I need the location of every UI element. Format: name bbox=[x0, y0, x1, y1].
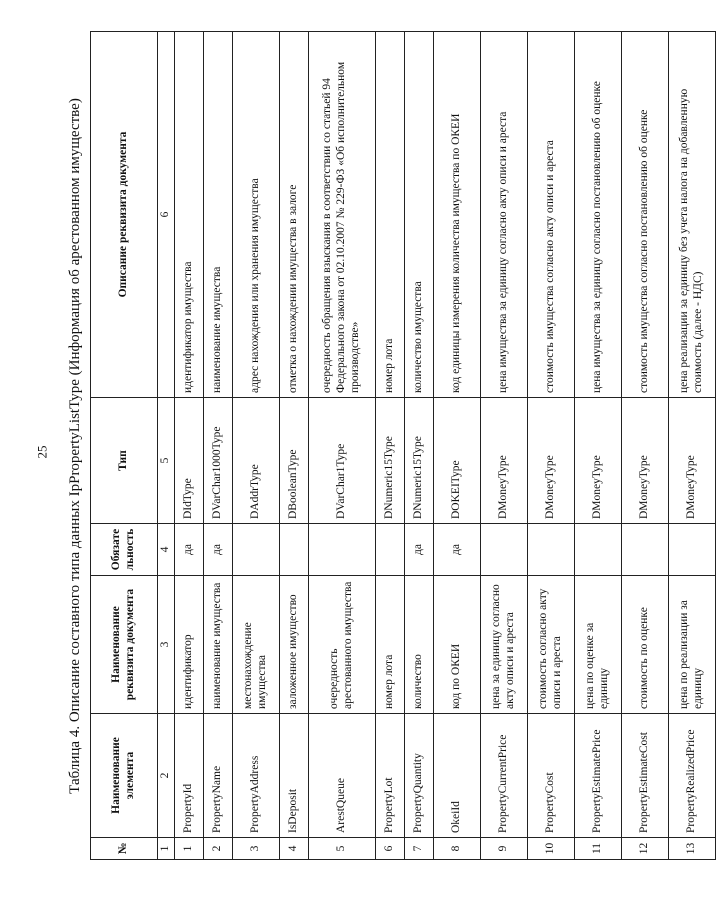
type-cell: DMoneyType bbox=[622, 398, 669, 524]
description-cell: номер лота bbox=[376, 32, 405, 398]
description-cell: стоимость имущества согласно акту описи и ареста bbox=[528, 32, 575, 398]
description-cell: цена имущества за единицу согласно постановлению об оценке bbox=[575, 32, 622, 398]
header-required: Обязательность bbox=[91, 524, 158, 576]
row-number-cell: 8 bbox=[434, 838, 481, 860]
type-cell: DBooleanType bbox=[280, 398, 309, 524]
column-number: 1 bbox=[158, 838, 175, 860]
column-number: 2 bbox=[158, 714, 175, 838]
requisite-name-cell: идентификатор bbox=[175, 576, 204, 714]
type-cell: DMoneyType bbox=[669, 398, 716, 524]
table-row bbox=[280, 32, 309, 860]
row-number-cell: 13 bbox=[669, 838, 716, 860]
row-number-cell: 11 bbox=[575, 838, 622, 860]
row-number-cell: 6 bbox=[376, 838, 405, 860]
type-cell: DMoneyType bbox=[481, 398, 528, 524]
required-cell bbox=[376, 524, 405, 576]
description-cell: наименование имущества bbox=[204, 32, 233, 398]
element-name-cell: PropertyEstimateCost bbox=[622, 714, 669, 838]
requisite-name-cell: цена за единицу согласно акту описи и ареста bbox=[481, 576, 528, 714]
table-row bbox=[309, 32, 376, 860]
row-number-cell: 1 bbox=[175, 838, 204, 860]
type-cell: DIdType bbox=[175, 398, 204, 524]
description-cell: идентификатор имущества bbox=[175, 32, 204, 398]
type-cell: DMoneyType bbox=[575, 398, 622, 524]
requisite-name-cell: местонахождение имущества bbox=[233, 576, 280, 714]
required-cell bbox=[309, 524, 376, 576]
element-name-cell: ArestQueue bbox=[309, 714, 376, 838]
requisite-name-cell: цена по реализации за единицу bbox=[669, 576, 716, 714]
required-cell bbox=[280, 524, 309, 576]
element-name-cell: OkeiId bbox=[434, 714, 481, 838]
table-row bbox=[175, 32, 204, 860]
header-description: Описание реквизита документа bbox=[91, 32, 158, 398]
element-name-cell: PropertyCurrentPrice bbox=[481, 714, 528, 838]
header-requisite-name: Наименование реквизита документа bbox=[91, 576, 158, 714]
table-row bbox=[204, 32, 233, 860]
requisite-name-cell: цена по оценке за единицу bbox=[575, 576, 622, 714]
header-element-name: Наименование элемента bbox=[91, 714, 158, 838]
description-cell: адрес нахождения или хранения имущества bbox=[233, 32, 280, 398]
column-number-row bbox=[158, 32, 175, 860]
requisite-name-cell: стоимость по оценке bbox=[622, 576, 669, 714]
required-cell bbox=[481, 524, 528, 576]
required-cell: да bbox=[204, 524, 233, 576]
description-cell: стоимость имущества согласно постановлению об оценке bbox=[622, 32, 669, 398]
element-name-cell: PropertyId bbox=[175, 714, 204, 838]
header-type: Тип bbox=[91, 398, 158, 524]
description-cell: цена реализации за единицу без учета налога на добавленную стоимость (далее - НДС) bbox=[669, 32, 716, 398]
required-cell bbox=[233, 524, 280, 576]
element-name-cell: PropertyName bbox=[204, 714, 233, 838]
row-number-cell: 2 bbox=[204, 838, 233, 860]
description-cell: код единицы измерения количества имущества по ОКЕИ bbox=[434, 32, 481, 398]
element-name-cell: IsDeposit bbox=[280, 714, 309, 838]
table-row bbox=[528, 32, 575, 860]
description-cell: очередность обращения взыскания в соответствии со статьей 94 Федерального закона от 02.10.2007 № 229-ФЗ «Об исполнительном производстве» bbox=[309, 32, 376, 398]
required-cell bbox=[575, 524, 622, 576]
type-cell: DNumeric15Type bbox=[405, 398, 434, 524]
requisite-name-cell: стоимость согласно акту описи и ареста bbox=[528, 576, 575, 714]
row-number-cell: 3 bbox=[233, 838, 280, 860]
requisite-name-cell: количество bbox=[405, 576, 434, 714]
table-row bbox=[405, 32, 434, 860]
element-name-cell: PropertyCost bbox=[528, 714, 575, 838]
element-name-cell: PropertyLot bbox=[376, 714, 405, 838]
page-number: 25 bbox=[34, 445, 50, 459]
type-cell: DVarChar1000Type bbox=[204, 398, 233, 524]
element-name-cell: PropertyQuantity bbox=[405, 714, 434, 838]
requisite-name-cell: заложенное имущество bbox=[280, 576, 309, 714]
required-cell: да bbox=[434, 524, 481, 576]
table-row bbox=[481, 32, 528, 860]
type-cell: DNumeric15Type bbox=[376, 398, 405, 524]
rotated-page-content bbox=[62, 32, 704, 860]
property-list-table bbox=[90, 31, 716, 860]
column-number: 4 bbox=[158, 524, 175, 576]
table-row bbox=[376, 32, 405, 860]
table-header-row bbox=[91, 32, 158, 860]
description-cell: отметка о нахождении имущества в залоге bbox=[280, 32, 309, 398]
required-cell: да bbox=[405, 524, 434, 576]
table-row bbox=[622, 32, 669, 860]
row-number-cell: 12 bbox=[622, 838, 669, 860]
table-row bbox=[434, 32, 481, 860]
requisite-name-cell: код по ОКЕИ bbox=[434, 576, 481, 714]
table-caption: Таблица 4. Описание составного типа данных IpPropertyListType (Информация об арестованном имуществе) bbox=[67, 98, 83, 794]
column-number: 6 bbox=[158, 32, 175, 398]
required-cell: да bbox=[175, 524, 204, 576]
element-name-cell: PropertyEstimatePrice bbox=[575, 714, 622, 838]
column-number: 5 bbox=[158, 398, 175, 524]
type-cell: DMoneyType bbox=[528, 398, 575, 524]
row-number-cell: 10 bbox=[528, 838, 575, 860]
type-cell: DOKEIType bbox=[434, 398, 481, 524]
table-row bbox=[233, 32, 280, 860]
required-cell bbox=[669, 524, 716, 576]
requisite-name-cell: наименование имущества bbox=[204, 576, 233, 714]
row-number-cell: 9 bbox=[481, 838, 528, 860]
type-cell: DVarChar1Type bbox=[309, 398, 376, 524]
type-cell: DAddrType bbox=[233, 398, 280, 524]
row-number-cell: 5 bbox=[309, 838, 376, 860]
table-row bbox=[669, 32, 716, 860]
description-cell: цена имущества за единицу согласно акту описи и ареста bbox=[481, 32, 528, 398]
column-number: 3 bbox=[158, 576, 175, 714]
element-name-cell: PropertyRealizedPrice bbox=[669, 714, 716, 838]
row-number-cell: 4 bbox=[280, 838, 309, 860]
required-cell bbox=[622, 524, 669, 576]
requisite-name-cell: очередность арестованного имущества bbox=[309, 576, 376, 714]
requisite-name-cell: номер лота bbox=[376, 576, 405, 714]
table-row bbox=[575, 32, 622, 860]
header-number: № bbox=[91, 838, 158, 860]
row-number-cell: 7 bbox=[405, 838, 434, 860]
required-cell bbox=[528, 524, 575, 576]
element-name-cell: PropertyAddress bbox=[233, 714, 280, 838]
description-cell: количество имущества bbox=[405, 32, 434, 398]
